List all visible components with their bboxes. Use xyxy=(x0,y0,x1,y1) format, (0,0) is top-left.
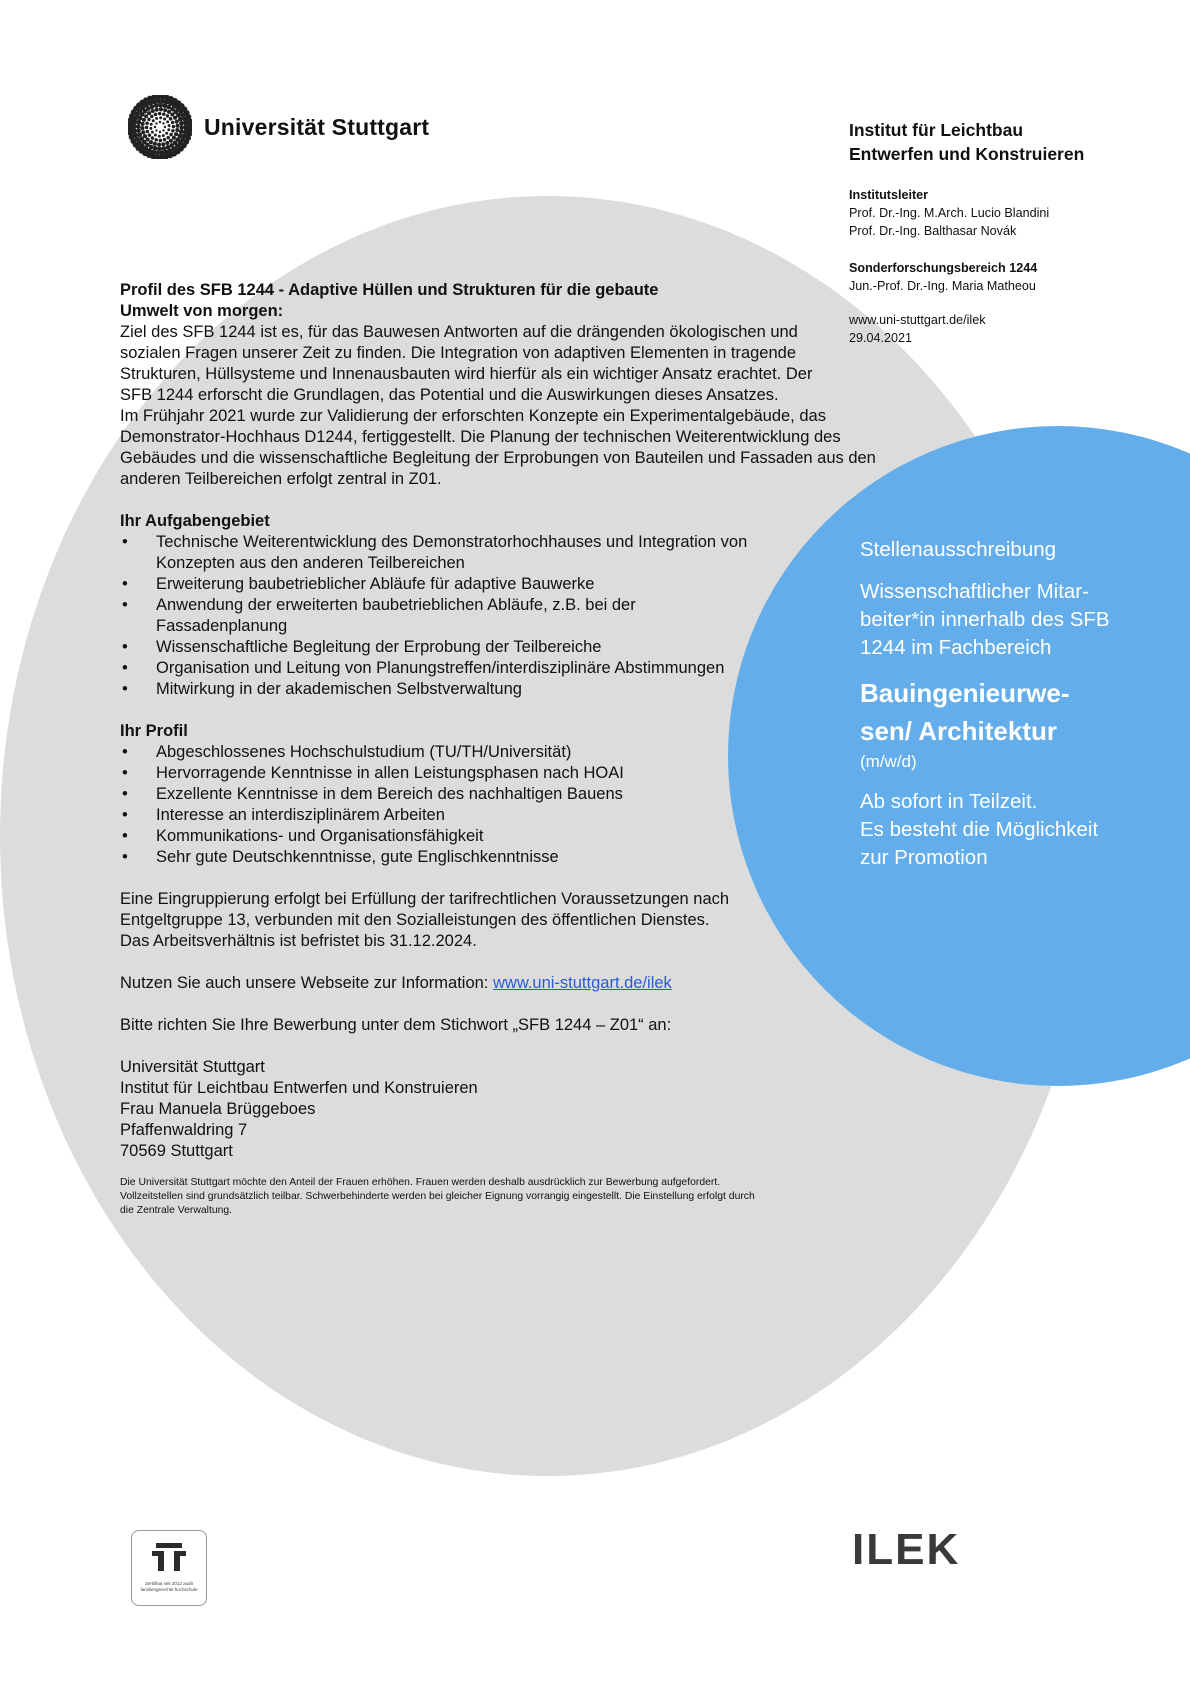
job-description: Wissenschaftlicher Mitar- beiter*in innerhalb des SFB 1244 im Fachbereich xyxy=(860,580,1110,659)
ilek-logo: ILEK xyxy=(852,1525,961,1574)
certificate-logo-icon xyxy=(132,1531,206,1581)
salary-info: Eine Eingruppierung erfolgt bei Erfüllung der tarifrechtlichen Voraussetzungen nach Entgeltgruppe 13, verbunden mit den Sozialleistungen des öffentlichen Dienstes. Das Arbeitsverhältnis ist befristet bis 31.12.2024. xyxy=(120,890,730,950)
list-item: • Abgeschlossenes Hochschulstudium (TU/TH/Universität) xyxy=(120,742,770,763)
certificate-text: Zertifikat seit 2012 audit familiengerechte hochschule xyxy=(140,1581,198,1592)
profile-text-2: Im Frühjahr 2021 wurde zur Validierung der erforschten Konzepte ein Experimentalgebäude, das Demonstrator-Hochhaus D1244, fertiggestellt. Die Planung der technischen Weiterentwicklung des Gebäudes und die wissenschaftliche Begleitung der Erprobungen von Bauteilen und Fassaden aus den anderen Teilbereichen erfolgt zentral in Z01. xyxy=(120,407,876,488)
list-item: • Erweiterung baubetrieblicher Abläufe für adaptive Bauwerke xyxy=(120,574,770,595)
apply-text: Bitte richten Sie Ihre Bewerbung unter dem Stichwort „SFB 1244 – Z01“ an: xyxy=(120,1016,672,1034)
list-item: • Anwendung der erweiterten baubetrieblichen Abläufe, z.B. bei der Fassadenplanung xyxy=(120,595,770,637)
job-terms: Ab sofort in Teilzeit. Es besteht die Möglichkeit zur Promotion xyxy=(860,790,1099,869)
main-content xyxy=(120,280,920,1218)
institute-heads: Institutsleiter Prof. Dr.-Ing. M.Arch. Lucio Blandini Prof. Dr.-Ing. Balthasar Novák xyxy=(849,188,1050,238)
job-summary xyxy=(860,536,1160,872)
job-gender: (m/w/d) xyxy=(860,752,917,771)
list-item: • Kommunikations- und Organisationsfähigkeit xyxy=(120,826,770,847)
list-item: • Hervorragende Kenntnisse in allen Leistungsphasen nach HOAI xyxy=(120,763,770,784)
info-line: Nutzen Sie auch unsere Webseite zur Information: www.uni-stuttgart.de/ilek xyxy=(120,974,672,992)
requirements-heading: Ihr Profil xyxy=(120,722,188,740)
website-link[interactable]: www.uni-stuttgart.de/ilek xyxy=(492,974,672,992)
list-item: • Exzellente Kenntnisse in dem Bereich des nachhaltigen Bauens xyxy=(120,784,770,805)
university-name: Universität Stuttgart xyxy=(204,113,430,140)
requirements-list xyxy=(120,742,770,868)
tasks-heading: Ihr Aufgabengebiet xyxy=(120,512,270,530)
postal-address: Universität Stuttgart Institut für Leichtbau Entwerfen und Konstruieren Frau Manuela Brüggeboes Pfaffenwaldring 7 70569 Stuttgart xyxy=(120,1058,478,1160)
contact-info: www.uni-stuttgart.de/ilek 29.04.2021 xyxy=(849,313,986,345)
list-item: • Organisation und Leitung von Planungstreffen/interdisziplinäre Abstimmungen xyxy=(120,658,770,679)
disclaimer: Die Universität Stuttgart möchte den Anteil der Frauen erhöhen. Frauen werden deshalb ausdrücklich zur Bewerbung aufgefordert. Vollzeitstellen sind grundsätzlich teilbar. Schwerbehinderte werden bei gleicher Eignung vorrangig eingestellt. Die Einstellung erfolgt durch die Zentrale Verwaltung. xyxy=(120,1177,755,1216)
sfb-info: Sonderforschungsbereich 1244 Jun.-Prof. Dr.-Ing. Maria Matheou xyxy=(849,261,1038,293)
job-label: Stellenausschreibung xyxy=(860,538,1057,561)
list-item: • Mitwirkung in der akademischen Selbstverwaltung xyxy=(120,679,770,700)
profile-heading: Profil des SFB 1244 - Adaptive Hüllen und Strukturen für die gebaute Umwelt von morgen: xyxy=(120,281,659,320)
job-field: Bauingenieurwe- sen/ Architektur xyxy=(860,678,1070,746)
university-seal-icon xyxy=(128,95,192,159)
tasks-list xyxy=(120,532,770,700)
list-item: • Interesse an interdisziplinärem Arbeiten xyxy=(120,805,770,826)
university-logo xyxy=(128,92,548,162)
profile-text-1: Ziel des SFB 1244 ist es, für das Bauwesen Antworten auf die drängenden ökologischen und sozialen Fragen unserer Zeit zu finden. Die Integration von adaptiven Elementen in tragende Strukturen, Hüllsysteme und Innenausbauten wird hierfür als ein wichtiger Ansatz erachtet. Der SFB 1244 erforscht die Grundlagen, das Potential und die Auswirkungen dieses Ansatzes. xyxy=(120,323,813,404)
list-item: • Technische Weiterentwicklung des Demonstratorhochhauses und Integration von Konzepten aus den anderen Teilbereichen xyxy=(120,532,770,574)
list-item: • Wissenschaftliche Begleitung der Erprobung der Teilbereiche xyxy=(120,637,770,658)
family-audit-certificate xyxy=(131,1530,207,1606)
institute-title: Institut für Leichtbau Entwerfen und Konstruieren xyxy=(849,120,1085,164)
list-item: • Sehr gute Deutschkenntnisse, gute Englischkenntnisse xyxy=(120,847,770,868)
